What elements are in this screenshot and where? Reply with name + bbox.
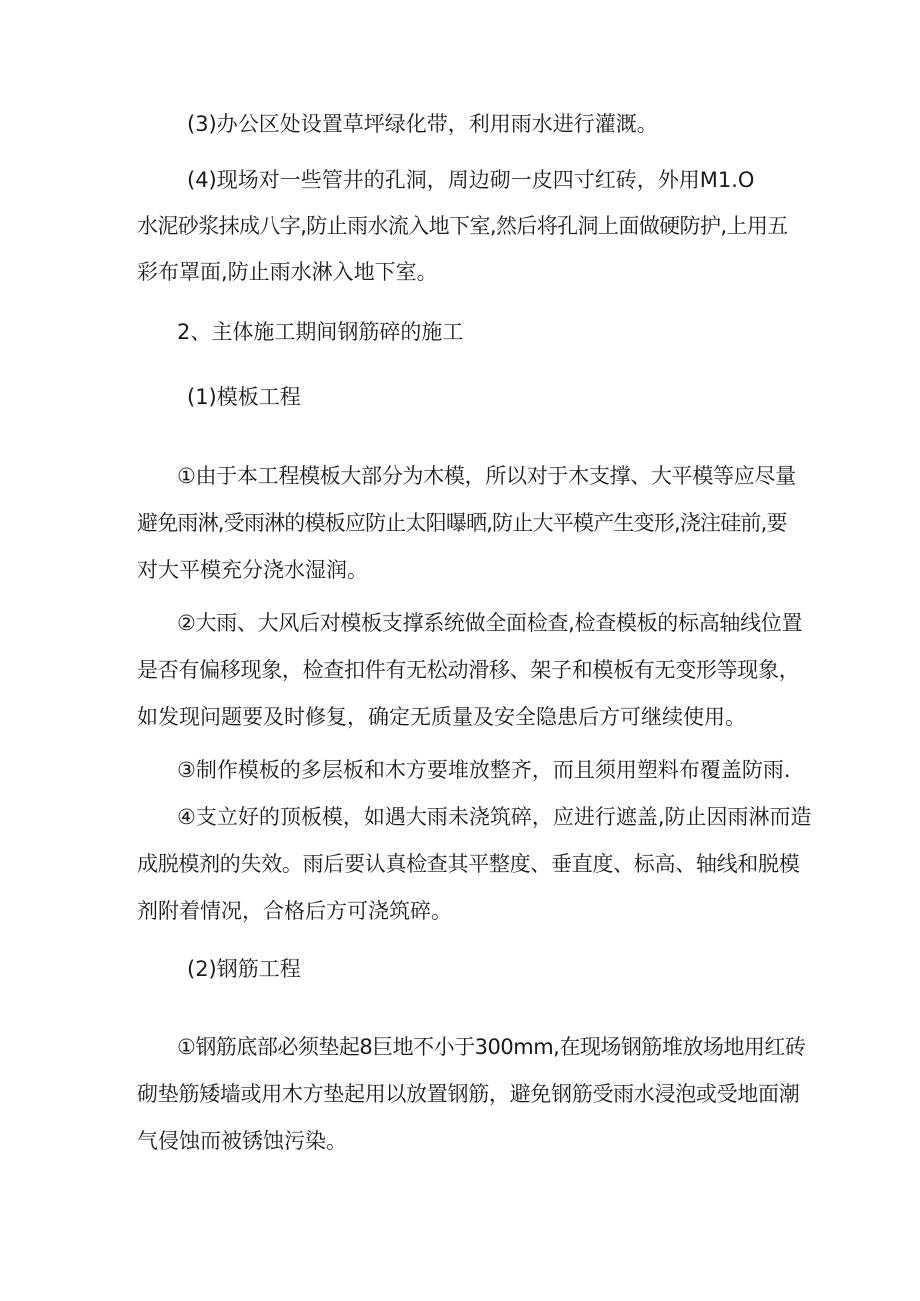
paragraph-line: ①钢筋底部必须垫起8巨地不小于300mm,在现场钢筋堆放场地用红砖 [177, 1035, 806, 1059]
paragraph-line: 对大平模充分浇水湿润。 [137, 558, 368, 582]
paragraph-line: ①由于本工程模板大部分为木模，所以对于木支撑、大平模等应尽量 [177, 464, 796, 488]
paragraph-line: 砌垫筋矮墙或用木方垫起用以放置钢筋，避免钢筋受雨水浸泡或受地面潮 [137, 1082, 800, 1106]
paragraph-line: 如发现问题要及时修复，确定无质量及安全隐患后方可继续使用。 [137, 705, 746, 729]
paragraph-line: 气侵蚀而被锈蚀污染。 [137, 1129, 347, 1153]
paragraph-line: 剂附着情况，合格后方可浇筑碎。 [137, 899, 452, 923]
paragraph-line: 避免雨淋,受雨淋的模板应防止太阳曝晒,防止大平模产生变形,浇注硅前,要 [137, 511, 787, 535]
paragraph-line: 是否有偏移现象，检查扣件有无松动滑移、架子和模板有无变形等现象， [137, 658, 800, 682]
paragraph-line: ④支立好的顶板模，如遇大雨未浇筑碎，应进行遮盖,防止因雨淋而造 [177, 805, 812, 829]
paragraph-line: ③制作模板的多层板和木方要堆放整齐，而且须用塑料布覆盖防雨. [177, 758, 791, 782]
paragraph-line: 水泥砂浆抹成八字,防止雨水流入地下室,然后将孔洞上面做硬防护,上用五 [137, 214, 788, 238]
paragraph-line: 成脱模剂的失效。雨后要认真检查其平整度、垂直度、标高、轴线和脱模 [137, 852, 800, 876]
section-heading: 2、主体施工期间钢筋碎的施工 [177, 320, 464, 344]
paragraph-line: ②大雨、大风后对模板支撑系统做全面检查,检查模板的标高轴线位置 [177, 611, 803, 635]
subsection-heading: (2)钢筋工程 [187, 957, 301, 981]
paragraph-line: (4)现场对一些管井的孔洞，周边砌一皮四寸红砖，外用M1.O [187, 168, 755, 192]
paragraph-line: 彩布罩面,防止雨水淋入地下室。 [137, 260, 438, 284]
subsection-heading: (1)模板工程 [187, 385, 301, 409]
paragraph-line: (3)办公区处设置草坪绿化带，利用雨水进行灌溉。 [187, 112, 658, 136]
